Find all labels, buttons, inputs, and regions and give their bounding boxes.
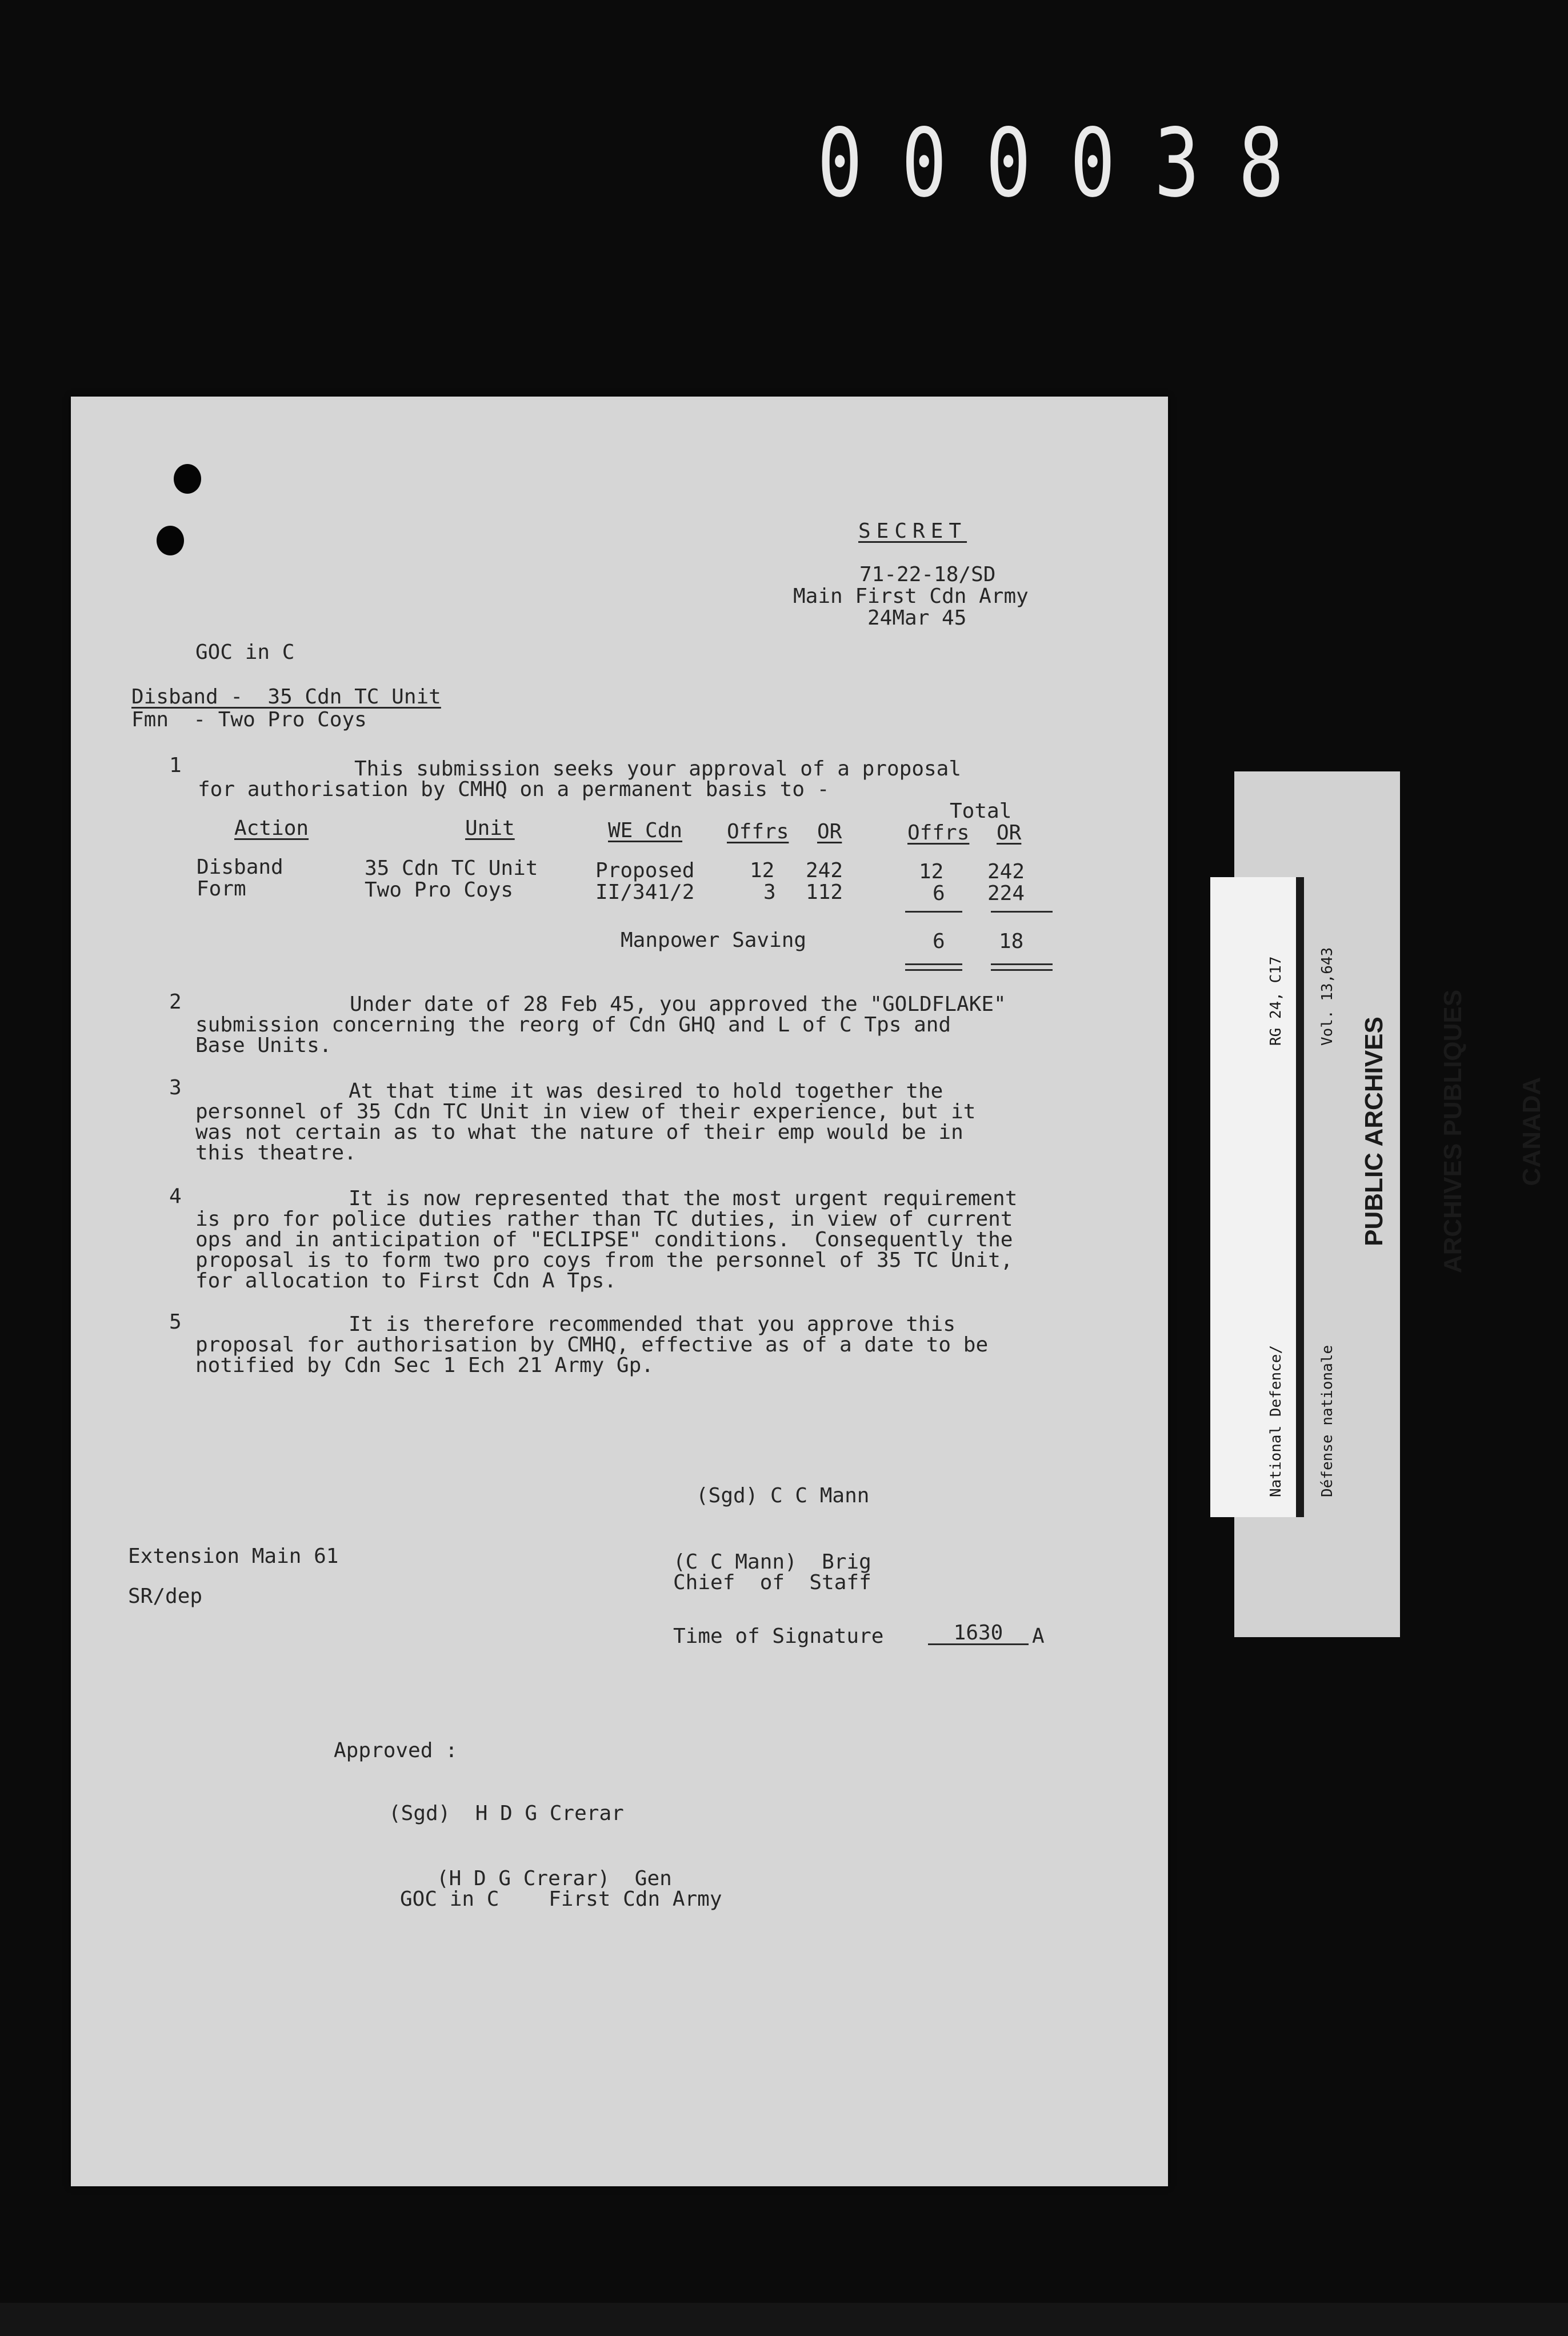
table-cell: Two Pro Coys <box>365 878 514 902</box>
paragraph-line: for authorisation by CMHQ on a permanent basis to - <box>198 778 830 801</box>
punch-hole <box>157 526 184 555</box>
table-total-header: Total <box>950 799 1012 823</box>
table-cell: 6 <box>933 882 945 905</box>
table-header: OR <box>997 821 1022 845</box>
file-reference: 71-22-18/SD <box>859 563 996 586</box>
approver-name-rank: (H D G Crerar) Gen <box>437 1867 672 1890</box>
table-cell: 12 <box>919 860 944 883</box>
paragraph-line: personnel of 35 Cdn TC Unit in view of their experience, but it <box>195 1100 976 1123</box>
subject-line: Disband - 35 Cdn TC Unit <box>131 685 441 709</box>
record-group-reference: RG 24, C17 Vol. 13,643 <box>1267 947 1336 1046</box>
approver-title: GOC in C First Cdn Army <box>400 1887 722 1911</box>
table-cell: 35 Cdn TC Unit <box>365 857 538 880</box>
paragraph-number: 2 <box>169 990 182 1014</box>
archive-name: PUBLIC ARCHIVES ARCHIVES PUBLIQUES CANADA <box>1360 989 1546 1274</box>
table-rule <box>991 911 1053 913</box>
paragraph-line: It is now represented that the most urgent requirement <box>349 1187 1018 1210</box>
paragraph-line: is pro for police duties rather than TC duties, in view of current <box>195 1207 1013 1231</box>
paragraph-line: this theatre. <box>195 1141 357 1165</box>
department-name: National Defence/ Défense nationale <box>1267 1345 1336 1497</box>
approval-label: Approved : <box>334 1739 458 1762</box>
table-cell: Proposed <box>595 859 695 882</box>
document-date: 24Mar 45 <box>867 606 967 630</box>
time-of-signature-value: 1630 <box>928 1623 1029 1645</box>
signatory-name-rank: (C C Mann) Brig <box>673 1550 871 1574</box>
paragraph-number: 5 <box>169 1310 182 1334</box>
table-cell: 12 <box>750 859 775 882</box>
table-header: Offrs <box>907 821 970 845</box>
paragraph-line: It is therefore recommended that you approve this <box>349 1313 956 1336</box>
table-cell: 112 <box>806 881 843 904</box>
signature-sgd: (Sgd) C C Mann <box>696 1484 870 1507</box>
telephone-extension: Extension Main 61 <box>128 1545 339 1568</box>
table-cell: 242 <box>987 860 1025 883</box>
manpower-saving-offrs: 6 <box>933 930 945 953</box>
table-double-rule <box>991 969 1053 971</box>
table-header: Unit <box>465 817 515 840</box>
paragraph-number: 4 <box>169 1185 182 1208</box>
punch-hole <box>174 464 201 494</box>
headquarters: Main First Cdn Army <box>793 585 1029 608</box>
paragraph-line: for allocation to First Cdn A Tps. <box>195 1269 617 1293</box>
signatory-title: Chief of Staff <box>673 1571 871 1594</box>
table-cell: II/341/2 <box>595 881 695 904</box>
table-header: OR <box>817 820 842 843</box>
table-cell: Disband <box>197 855 283 879</box>
table-cell: 3 <box>763 881 776 904</box>
paragraph-number: 1 <box>169 754 182 777</box>
film-edge <box>0 2303 1568 2336</box>
document-page <box>71 397 1168 2186</box>
paragraph-line: proposal is to form two pro coys from the personnel of 35 TC Unit, <box>195 1249 1013 1272</box>
table-header: WE Cdn <box>608 819 683 842</box>
table-double-rule <box>905 963 962 965</box>
addressee: GOC in C <box>195 641 295 664</box>
table-header: Action <box>234 817 309 840</box>
paragraph-line: submission concerning the reorg of Cdn GHQ and L of C Tps and <box>195 1013 951 1037</box>
manpower-saving-label: Manpower Saving <box>621 929 807 952</box>
paragraph-line: This submission seeks your approval of a proposal <box>354 757 962 781</box>
subject-line: Fmn - Two Pro Coys <box>131 708 367 731</box>
manpower-saving-or: 18 <box>999 930 1024 953</box>
time-of-signature-label: Time of Signature <box>673 1625 884 1648</box>
paragraph-number: 3 <box>169 1076 182 1099</box>
paragraph-line: notified by Cdn Sec 1 Ech 21 Army Gp. <box>195 1354 654 1377</box>
paragraph-line: ops and in anticipation of "ECLIPSE" conditions. Consequently the <box>195 1228 1013 1251</box>
reference-initials: SR/dep <box>128 1585 203 1608</box>
table-cell: 224 <box>987 882 1025 905</box>
paragraph-line: was not certain as to what the nature of their emp would be in <box>195 1121 963 1144</box>
table-header: Offrs <box>727 820 789 843</box>
paragraph-line: Under date of 28 Feb 45, you approved the "GOLDFLAKE" <box>350 993 1006 1016</box>
table-double-rule <box>991 963 1053 965</box>
frame-number: 000038 <box>817 109 1323 219</box>
table-cell: Form <box>197 877 246 901</box>
classification-marking: SECRET <box>858 519 967 543</box>
table-cell: 242 <box>806 859 843 882</box>
paragraph-line: At that time it was desired to hold together the <box>349 1079 943 1103</box>
paragraph-line: Base Units. <box>195 1034 332 1057</box>
table-rule <box>905 911 962 913</box>
paragraph-line: proposal for authorisation by CMHQ, effective as of a date to be <box>195 1333 989 1357</box>
table-double-rule <box>905 969 962 971</box>
time-zone-letter: A <box>1032 1625 1045 1648</box>
approval-sgd: (Sgd) H D G Crerar <box>389 1802 624 1825</box>
